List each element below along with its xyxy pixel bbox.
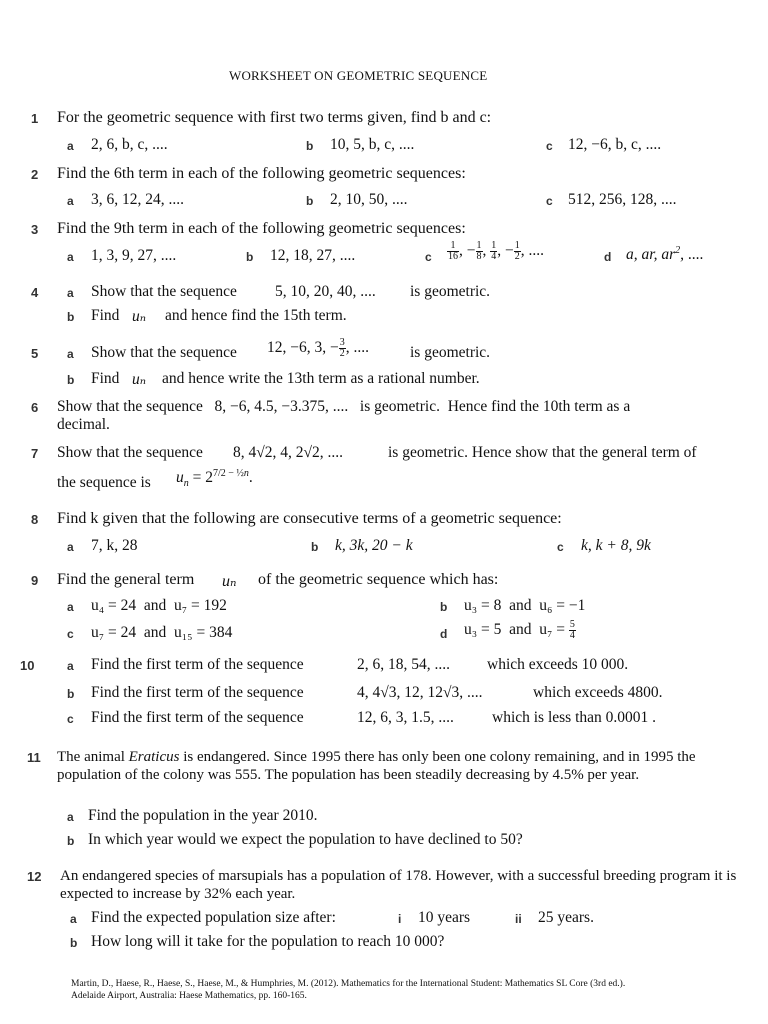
question-number: 8	[31, 512, 39, 527]
fraction-sequence: 12, −6, 3, − $\frac{3}{2}$ , ....	[267, 337, 369, 359]
question-text: which exceeds 10 000.	[487, 656, 629, 673]
question-text: Find	[91, 370, 120, 387]
question-number: 7	[31, 446, 39, 461]
question-number: 2	[31, 167, 39, 182]
part-label: a	[67, 659, 74, 673]
part-label: b	[306, 194, 314, 208]
part-label: c	[67, 712, 74, 726]
term-symbol: uₙ	[132, 371, 147, 388]
question-number: 1	[31, 111, 39, 126]
part-label: a	[67, 194, 74, 208]
question-text: Find the first term of the sequence	[91, 656, 304, 673]
question-text: Find the expected population size after:	[91, 909, 336, 926]
part-label: b	[440, 600, 448, 614]
question-paragraph: The animal Eraticus is endangered. Since 1995 there has only been one colony remaining, and in 1995 the population of the colony was 555. The population has been steadily decreasing by 4.5% per year.	[57, 749, 696, 783]
condition-text: u₄ = 24 and u₇ = 192	[91, 597, 227, 614]
part-label: a	[67, 139, 74, 153]
citation-line: Adelaide Airport, Australia: Haese Mathematics, pp. 160-165.	[71, 991, 307, 1001]
question-prompt: Find the 9th term in each of the following geometric sequences:	[57, 220, 466, 237]
question-text: and hence find the 15th term.	[165, 307, 347, 324]
part-label: a	[67, 286, 74, 300]
sequence-text: 1, 3, 9, 27, ....	[91, 247, 177, 264]
term-symbol: uₙ	[132, 308, 147, 325]
question-text: In which year would we expect the population to have declined to 50?	[88, 831, 523, 848]
fraction-sequence: $\frac{1}{16}$ , − $\frac{1}{8}$ , $\frac{1}{4}$ , − $\frac{1}{2}$ , ....	[448, 240, 544, 262]
part-label: a	[70, 912, 77, 926]
question-number: 10	[20, 658, 35, 673]
part-label: a	[67, 810, 74, 824]
part-label: b	[67, 687, 75, 701]
question-paragraph: An endangered species of marsupials has a population of 178. However, with a successful breeding program it is expected to increase by 32% each year.	[60, 868, 737, 902]
part-label: b	[67, 834, 75, 848]
question-text: Show that the sequence 8, −6, 4.5, −3.375, .... is geometric. Hence find the 10th term as a	[57, 398, 631, 415]
sequence-text: 10, 5, b, c, ....	[330, 136, 415, 153]
question-number: 12	[27, 869, 42, 884]
part-label: b	[67, 310, 75, 324]
question-number: 4	[31, 285, 39, 300]
question-prompt: For the geometric sequence with first two terms given, find b and c:	[57, 109, 492, 126]
part-label: d	[604, 250, 612, 264]
part-label: c	[546, 194, 553, 208]
sequence-text: 4, 4√3, 12, 12√3, ....	[357, 684, 483, 701]
part-label: b	[67, 373, 75, 387]
citation-line: Martin, D., Haese, R., Haese, S., Haese, M., & Humphries, M. (2012). Mathematics for the International Student: Mathematics SL Core (3rd ed.).	[71, 979, 626, 989]
question-number: 6	[31, 400, 39, 415]
sub-part-label: ii	[515, 912, 522, 926]
question-text: Find the population in the year 2010.	[88, 807, 318, 824]
part-label: b	[246, 250, 254, 264]
condition-text: u₇ = 24 and u₁₅ = 384	[91, 624, 233, 641]
part-label: a	[67, 540, 74, 554]
part-label: c	[546, 139, 553, 153]
question-text: which exceeds 4800.	[533, 684, 663, 701]
question-text: How long will it take for the population to reach 10 000?	[91, 933, 445, 950]
question-text: 10 years	[418, 909, 471, 926]
sequence-text: 5, 10, 20, 40, ....	[275, 283, 376, 300]
question-prompt: Find k given that the following are consecutive terms of a geometric sequence:	[57, 510, 562, 527]
question-prompt: Find the general term	[57, 571, 195, 588]
question-text: Find the first term of the sequence	[91, 684, 304, 701]
sequence-text: a, ar, $ar^2$, ....	[626, 245, 704, 264]
question-number: 3	[31, 222, 39, 237]
question-number: 5	[31, 346, 39, 361]
condition-text: u₃ = 5 and u₇ = $\frac{5}{4}$	[464, 619, 575, 641]
sequence-text: k, k + 8, 9k	[581, 537, 651, 554]
sequence-text: 2, 10, 50, ....	[330, 191, 408, 208]
sequence-text: 2, 6, b, c, ....	[91, 136, 168, 153]
question-number: 9	[31, 573, 39, 588]
question-text: the sequence is	[57, 474, 151, 491]
part-label: b	[306, 139, 314, 153]
part-label: b	[70, 936, 78, 950]
question-text: is geometric.	[410, 283, 491, 300]
formula: $u_n = 2^{7/2 - \frac{1}{2}n}$.	[176, 468, 253, 490]
sequence-text: 12, 18, 27, ....	[270, 247, 356, 264]
part-label: c	[425, 250, 432, 264]
question-text: is geometric. Hence show that the general term of	[388, 444, 697, 461]
question-text: Show that the sequence	[91, 344, 237, 361]
part-label: b	[311, 540, 319, 554]
question-text: Find the first term of the sequence	[91, 709, 304, 726]
term-symbol: uₙ	[222, 573, 237, 590]
question-text: Show that the sequence	[57, 444, 203, 461]
question-text: which is less than 0.0001 .	[492, 709, 657, 726]
question-text: is geometric.	[410, 344, 491, 361]
question-text: decimal.	[57, 416, 110, 433]
question-prompt: Find the 6th term in each of the following geometric sequences:	[57, 165, 466, 182]
sequence-text: 2, 6, 18, 54, ....	[357, 656, 450, 673]
condition-text: u₃ = 8 and u₆ = −1	[464, 597, 586, 614]
question-prompt: of the geometric sequence which has:	[258, 571, 499, 588]
sequence-text: 512, 256, 128, ....	[568, 191, 677, 208]
part-label: c	[67, 627, 74, 641]
sequence-text: 7, k, 28	[91, 537, 138, 554]
part-label: a	[67, 347, 74, 361]
sequence-text: 12, 6, 3, 1.5, ....	[357, 709, 454, 726]
part-label: c	[557, 540, 564, 554]
part-label: d	[440, 627, 448, 641]
sequence-text: 3, 6, 12, 24, ....	[91, 191, 184, 208]
question-number: 11	[27, 750, 41, 765]
question-text: and hence write the 13th term as a rational number.	[162, 370, 480, 387]
question-text: Find	[91, 307, 120, 324]
part-label: a	[67, 250, 74, 264]
sub-part-label: i	[398, 912, 402, 926]
sequence-text: 8, 4√2, 4, 2√2, ....	[233, 444, 344, 461]
sequence-text: k, 3k, 20 − k	[335, 537, 413, 554]
part-label: a	[67, 600, 74, 614]
sequence-text: 12, −6, b, c, ....	[568, 136, 662, 153]
page-title: WORKSHEET ON GEOMETRIC SEQUENCE	[229, 68, 488, 83]
question-text: 25 years.	[538, 909, 594, 926]
question-text: Show that the sequence	[91, 283, 237, 300]
